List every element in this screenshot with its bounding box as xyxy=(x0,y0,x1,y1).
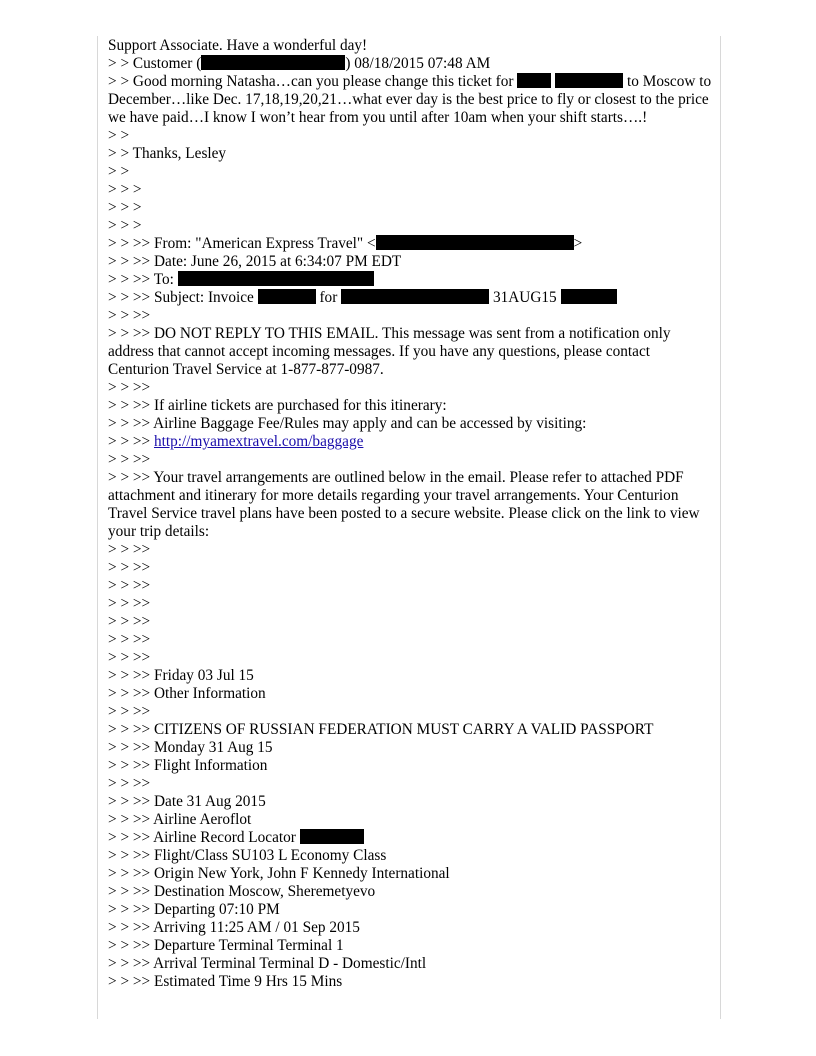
from-header xyxy=(108,235,712,253)
from-label: > > >> From: "American Express Travel" < xyxy=(108,235,376,252)
request-text-start: > > Good morning Natasha…can you please change this ticket for xyxy=(108,73,518,90)
subject-date: 31AUG15 xyxy=(489,289,561,306)
quote-line: > > > xyxy=(108,181,142,198)
no-reply-notice: > > >> DO NOT REPLY TO THIS EMAIL. This message was sent from a notification only address that cannot accept incoming messages. If you have any questions, please contact Centurion Travel Service at 1-877-877-0987. xyxy=(108,325,675,378)
quote-line: > > >> xyxy=(108,451,151,468)
redacted-sender-email xyxy=(376,235,574,250)
quote-line: > > >> xyxy=(108,649,151,666)
record-locator-label: > > >> Airline Record Locator xyxy=(108,829,300,846)
baggage-link[interactable]: http://myamextravel.com/baggage xyxy=(153,433,364,450)
closing-line: Support Associate. Have a wonderful day! xyxy=(108,37,368,54)
signature-line: > > Thanks, Lesley xyxy=(108,145,227,162)
arrival-terminal: > > >> Arrival Terminal Terminal D - Domestic/Intl xyxy=(108,955,427,972)
itinerary-date-2: > > >> Monday 31 Aug 15 xyxy=(108,739,273,756)
quote-line: > > >> xyxy=(108,307,151,324)
flight-departing: > > >> Departing 07:10 PM xyxy=(108,901,280,918)
quote-line: > > >> xyxy=(108,541,151,558)
to-label: > > >> To: xyxy=(108,271,178,288)
itinerary-date-1: > > >> Friday 03 Jul 15 xyxy=(108,667,254,684)
redacted-customer-name xyxy=(201,55,345,70)
redacted-recipient xyxy=(178,271,374,286)
redacted-traveler xyxy=(341,289,489,304)
customer-prefix: > > Customer ( xyxy=(108,55,202,72)
passport-notice: > > >> CITIZENS OF RUSSIAN FEDERATION MUST CARRY A VALID PASSPORT xyxy=(108,721,654,738)
estimated-time: > > >> Estimated Time 9 Hrs 15 Mins xyxy=(108,973,343,990)
quote-line: > > > xyxy=(108,217,142,234)
customer-timestamp: ) 08/18/2015 07:48 AM xyxy=(345,55,491,72)
baggage-rules: > > >> Airline Baggage Fee/Rules may apply and can be accessed by visiting: xyxy=(108,415,587,432)
redacted-subject-tail xyxy=(561,289,617,304)
other-information-heading: > > >> Other Information xyxy=(108,685,266,702)
quote-line: > > >> xyxy=(108,595,151,612)
redacted-record-locator xyxy=(300,829,364,844)
quote-line: > > > xyxy=(108,199,142,216)
quote-line: > > >> xyxy=(108,613,151,630)
baggage-link-line xyxy=(108,433,712,451)
from-close: > xyxy=(573,235,583,252)
to-header xyxy=(108,271,712,289)
flight-information-heading: > > >> Flight Information xyxy=(108,757,268,774)
flight-class: > > >> Flight/Class SU103 L Economy Class xyxy=(108,847,387,864)
redacted-invoice-number xyxy=(258,289,316,304)
email-body xyxy=(108,37,715,991)
travel-arrangements-paragraph: > > >> Your travel arrangements are outlined below in the email. Please refer to attached PDF attachment and itinerary for more details regarding your travel arrangements. Your Centurion Travel Service travel plans have been posted to a secure website. Please click on the link to view your trip details: xyxy=(108,469,704,540)
baggage-intro: > > >> If airline tickets are purchased for this itinerary: xyxy=(108,397,447,414)
flight-date: > > >> Date 31 Aug 2015 xyxy=(108,793,266,810)
subject-header xyxy=(108,289,712,307)
flight-arriving: > > >> Arriving 11:25 AM / 01 Sep 2015 xyxy=(108,919,360,936)
quote-line: > > >> xyxy=(108,559,151,576)
subject-label: > > >> Subject: Invoice xyxy=(108,289,258,306)
quote-line: > > >> xyxy=(108,703,151,720)
request-paragraph xyxy=(108,73,715,127)
flight-destination: > > >> Destination Moscow, Sheremetyevo xyxy=(108,883,376,900)
customer-line xyxy=(108,55,712,73)
request-text-end: to Moscow to December…like Dec. 17,18,19,20,21…what ever day is the best price to fly or closest to the price we have paid…I know I won’t hear from you until after 10am when your shift starts….! xyxy=(108,73,715,126)
flight-origin: > > >> Origin New York, John F Kennedy International xyxy=(108,865,450,882)
departure-terminal: > > >> Departure Terminal Terminal 1 xyxy=(108,937,344,954)
subject-for: for xyxy=(315,289,342,306)
quote-line: > > >> xyxy=(108,577,151,594)
quote-line: > > xyxy=(108,163,130,180)
redacted-name-1 xyxy=(517,73,551,88)
quote-line: > > >> xyxy=(108,631,151,648)
redacted-name-2 xyxy=(555,73,623,88)
quote-line: > > >> xyxy=(108,775,151,792)
baggage-link-prefix: > > >> xyxy=(108,433,154,450)
quote-line: > > xyxy=(108,127,130,144)
record-locator-line xyxy=(108,829,712,847)
flight-airline: > > >> Airline Aeroflot xyxy=(108,811,252,828)
quote-line: > > >> xyxy=(108,379,151,396)
date-header: > > >> Date: June 26, 2015 at 6:34:07 PM EDT xyxy=(108,253,402,270)
